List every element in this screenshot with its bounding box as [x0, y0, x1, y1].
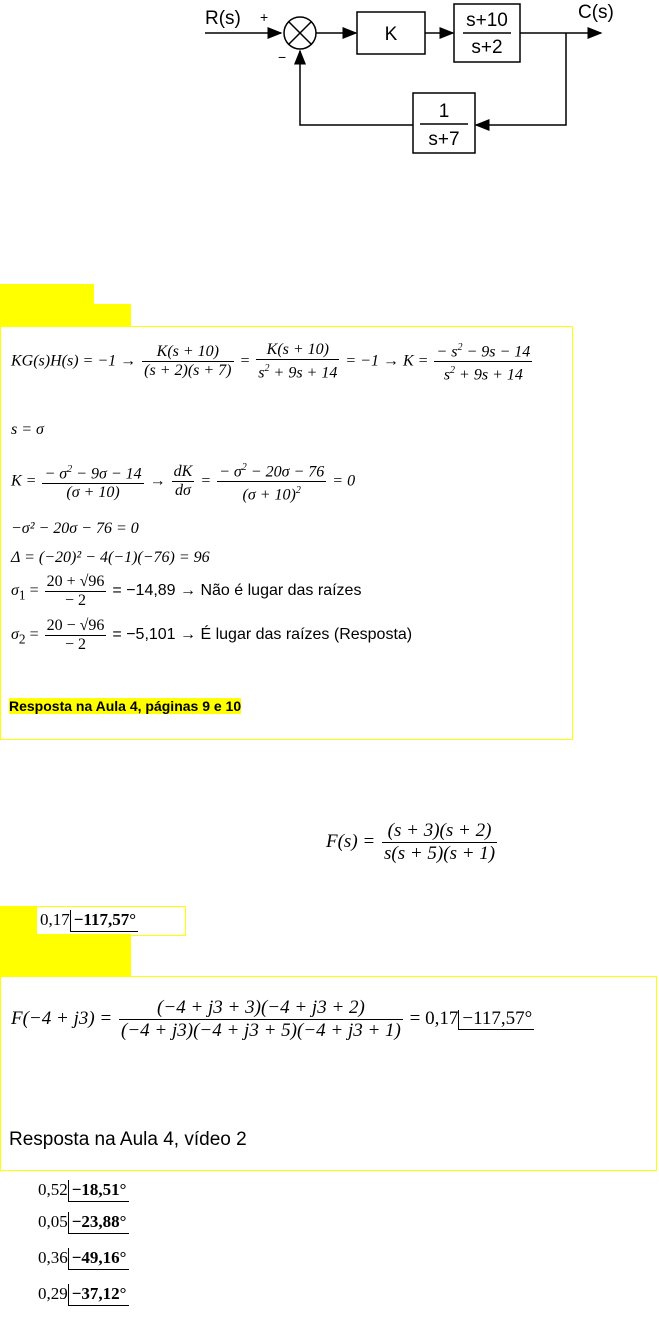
highlight-tab: [0, 284, 94, 306]
eval-angle: −117,57°: [458, 1010, 534, 1030]
quadratic-equation: −σ² − 20σ − 76 = 0: [11, 520, 139, 537]
function-numerator: (s + 3)(s + 2): [382, 820, 497, 843]
sigma2-result: = −5,101 → É lugar das raízes (Resposta): [112, 626, 413, 644]
eval-lhs: F(−4 + j3) =: [11, 1007, 113, 1029]
selected-angle: −117,57°: [70, 910, 138, 932]
option-2[interactable]: [38, 1212, 129, 1234]
feedback-return-arrow: [300, 51, 413, 125]
feedback-denominator: s+7: [428, 129, 460, 150]
option-magnitude: 0,52: [38, 1180, 68, 1199]
reference-note-2: Resposta na Aula 4, vídeo 2: [9, 1129, 247, 1150]
answer-box-2: [0, 976, 657, 1171]
option-magnitude: 0,05: [38, 1212, 68, 1231]
output-label: C(s): [578, 2, 614, 23]
discriminant-equation: Δ = (−20)² − 4(−1)(−76) = 96: [11, 549, 210, 566]
option-magnitude: 0,36: [38, 1248, 68, 1267]
summing-junction: [284, 17, 316, 49]
gain-block-label: K: [384, 24, 398, 45]
reference-note: [9, 697, 241, 717]
option-3[interactable]: [38, 1248, 129, 1270]
plant-denominator: s+2: [471, 37, 503, 58]
gain-derivative-equation: K = $\frac{- \sigma^2 - 9\sigma - 14}{(\sigma + 10)}$ → $\frac{dK}{d\sigma}$ = $\frac{- \sigma^2 - 20\sigma - 76}{(\sigma + 10)^2}$ = 0: [11, 459, 355, 505]
answer-box-1: [0, 326, 573, 740]
sigma1-equation: $\sigma_1$ = $\frac{20 + √96}{- 2}$ = −14,89 → Não é lugar das raízes: [11, 573, 362, 609]
eval-magnitude: = 0,17: [409, 1007, 459, 1029]
block-diagram: [0, 0, 659, 170]
option-angle: −18,51°: [68, 1180, 129, 1202]
characteristic-equation: KG(s)H(s) = −1 → $\frac{K(s + 10)}{(s + 2)(s + 7)}$ = $\frac{K(s + 10)}{s^2 + 9s + 14}$ = −1 → K = $\frac{- s^2 - 9s - 14}{s^2 + 9s + 14}$: [11, 339, 534, 385]
selected-answer: [40, 910, 138, 932]
eval-denominator: (−4 + j3)(−4 + j3 + 5)(−4 + j3 + 1): [121, 1020, 401, 1041]
selected-magnitude: 0,17: [40, 910, 70, 929]
option-4[interactable]: [38, 1284, 129, 1306]
sigma1-result: = −14,89 → Não é lugar das raízes: [112, 582, 362, 600]
function-denominator: s(s + 5)(s + 1): [383, 843, 496, 864]
sigma2-equation: $\sigma_2$ = $\frac{20 - √96}{- 2}$ = −5,101 → É lugar das raízes (Resposta): [11, 617, 413, 653]
highlight-tab: [0, 906, 36, 936]
highlight-tab: [0, 934, 131, 976]
option-1[interactable]: [38, 1180, 129, 1202]
minus-sign: −: [278, 49, 287, 65]
input-label: R(s): [205, 8, 241, 29]
evaluation-equation: [11, 997, 534, 1042]
option-magnitude: 0,29: [38, 1284, 68, 1303]
plant-numerator: s+10: [466, 10, 508, 31]
transfer-function: [326, 820, 499, 865]
option-angle: −49,16°: [68, 1248, 129, 1270]
plus-sign: +: [260, 9, 269, 25]
s-equals-sigma: s = σ: [11, 421, 44, 438]
option-angle: −37,12°: [68, 1284, 129, 1306]
feedback-numerator: 1: [438, 101, 450, 122]
reference-text: Resposta na Aula 4, páginas 9 e 10: [9, 698, 242, 714]
function-lhs: F(s) =: [326, 830, 376, 852]
eval-numerator: (−4 + j3 + 3)(−4 + j3 + 2): [119, 997, 403, 1020]
option-angle: −23,88°: [68, 1212, 129, 1234]
highlight-tab: [0, 304, 131, 326]
